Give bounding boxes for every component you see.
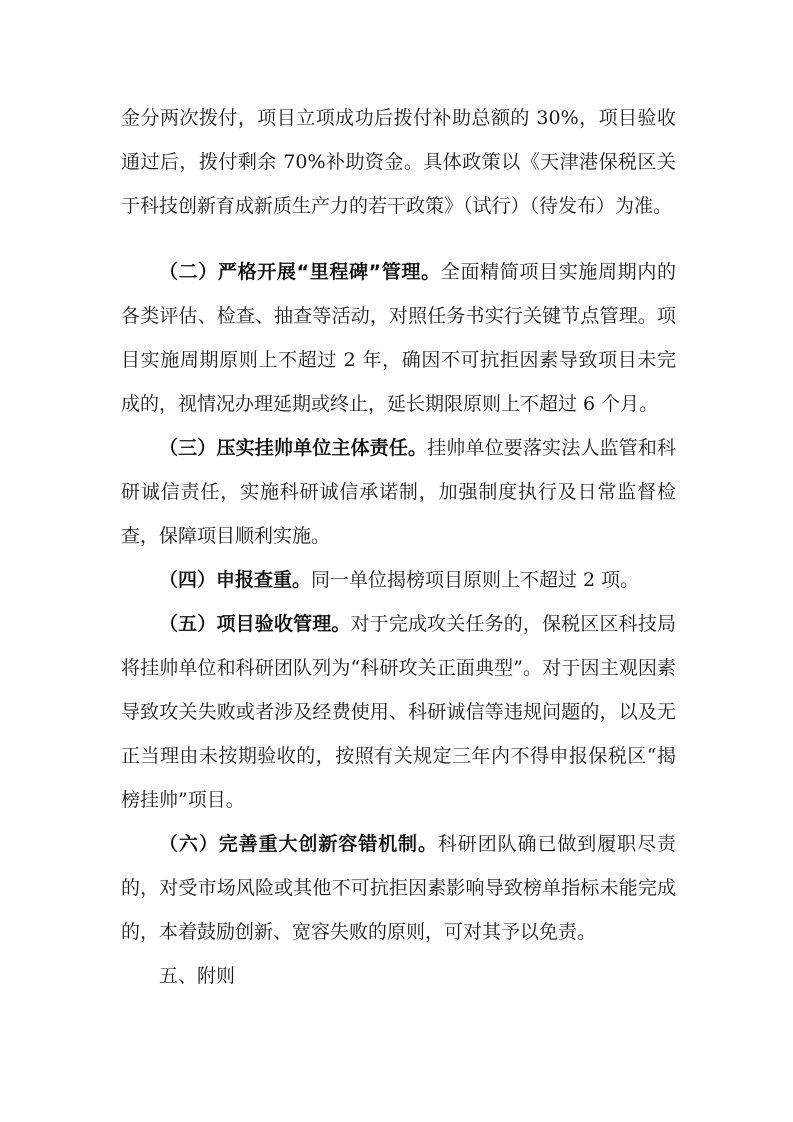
document-body xyxy=(121,96,676,998)
paragraph-text: 科研团队确已做到履职尽责的，对受市场风险或其他不可抗拒因素影响导致榜单指标未能完成的，本着鼓励创新、宽容失败的原则，可对其予以免责。 xyxy=(121,833,676,943)
paragraph-text: 挂帅单位要落实法人监管和科研诚信责任，实施科研诚信承诺制，加强制度执行及日常监督检查，保障项目顺利实施。 xyxy=(121,437,676,547)
paragraph-funding-continuation xyxy=(121,96,676,228)
paragraph-duplicate-check xyxy=(121,558,676,602)
paragraph-lead: （六）完善重大创新容错机制。 xyxy=(159,833,438,855)
paragraph-milestone-management xyxy=(121,250,676,426)
paragraph-fault-tolerance xyxy=(121,822,676,954)
paragraph-lead: （四）申报查重。 xyxy=(159,569,312,591)
paragraph-text: 全面精简项目实施周期内的各类评估、检查、抽查等活动，对照任务书实行关键节点管理。项目实施周期原则上不超过 2 年，确因不可抗拒因素导致项目未完成的，视情况办理延期或终止，延长期限原则上不超过 6 个月。 xyxy=(121,261,676,415)
paragraph-lead: （五）项目验收管理。 xyxy=(159,613,351,635)
paragraph-text: 金分两次拨付，项目立项成功后拨付补助总额的 30%，项目验收通过后，拨付剩余 70%补助资金。具体政策以《天津港保税区关于科技创新育成新质生产力的若干政策》（试行）（待发布）为准。 xyxy=(121,107,676,217)
section-heading: 五、附则 xyxy=(159,965,236,987)
paragraph-text: 同一单位揭榜项目原则上不超过 2 项。 xyxy=(311,569,640,591)
paragraph-lead: （三）压实挂帅单位主体责任。 xyxy=(159,437,428,459)
paragraph-acceptance-management xyxy=(121,602,676,822)
paragraph-text: 对于完成攻关任务的，保税区区科技局将挂帅单位和科研团队列为“科研攻关正面典型”。对于因主观因素导致攻关失败或者涉及经费使用、科研诚信等违规问题的，以及无正当理由未按期验收的，按照有关规定三年内不得申报保税区“揭榜挂帅”项目。 xyxy=(121,613,676,811)
paragraph-host-responsibility xyxy=(121,426,676,558)
paragraph-lead: （二）严格开展“里程碑”管理。 xyxy=(159,261,441,283)
